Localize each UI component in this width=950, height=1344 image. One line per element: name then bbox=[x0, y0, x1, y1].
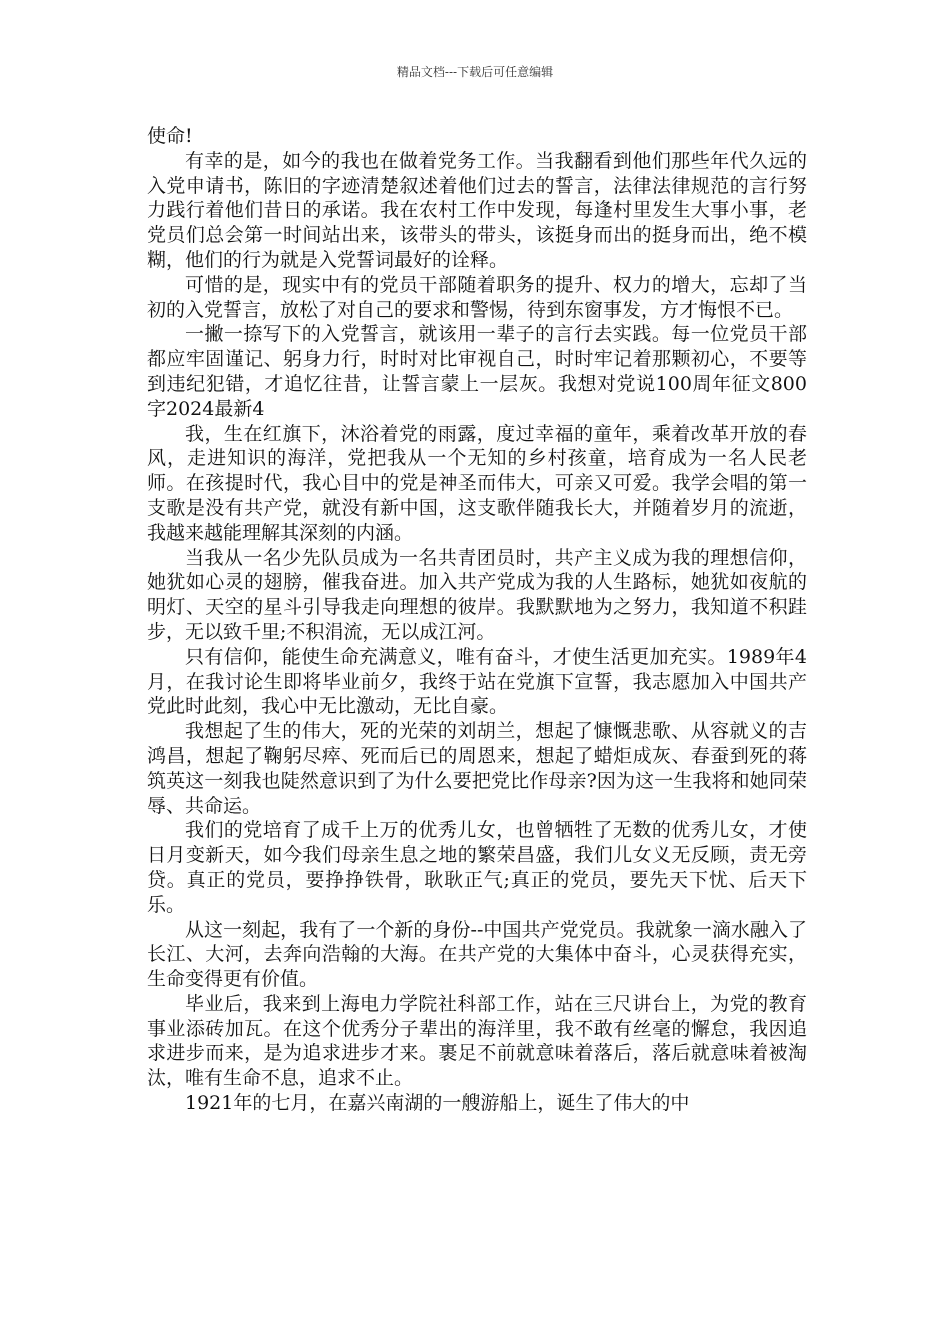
paragraph: 我，生在红旗下，沐浴着党的雨露，度过幸福的童年，乘着改革开放的春风，走进知识的海洋，党把我从一个无知的乡村孩童，培育成为一名人民老师。在孩提时代，我心目中的党是神圣而伟大，可亲又可爱。我学会唱的第一支歌是没有共产党，就没有新中国，这支歌伴随我长大，并随着岁月的流逝，我越来越能理解其深刻的内涵。 bbox=[147, 422, 807, 544]
paragraph: 当我从一名少先队员成为一名共青团员时，共产主义成为我的理想信仰，她犹如心灵的翅膀，催我奋进。加入共产党成为我的人生路标，她犹如夜航的明灯、天空的星斗引导我走向理想的彼岸。我默默地为之努力，我知道不积跬步，无以致千里;不积涓流，无以成江河。 bbox=[147, 546, 807, 643]
paragraph: 1921年的七月，在嘉兴南湖的一艘游船上，诞生了伟大的中 bbox=[185, 1092, 690, 1115]
paragraph: 我们的党培育了成千上万的优秀儿女，也曾牺牲了无数的优秀儿女，才使日月变新天，如今我们母亲生息之地的繁荣昌盛，我们儿女义无反顾，责无旁贷。真正的党员，要挣挣铁骨，耿耿正气;真正的党员，要先天下忧、后天下乐。 bbox=[147, 819, 807, 916]
paragraph: 使命! bbox=[147, 125, 193, 147]
paragraph: 可惜的是，现实中有的党员干部随着职务的提升、权力的增大，忘却了当初的入党誓言，放松了对自己的要求和警惕，待到东窗事发，方才悔恨不已。 bbox=[147, 273, 807, 321]
document-body bbox=[147, 124, 807, 1116]
paragraph: 毕业后，我来到上海电力学院社科部工作，站在三尺讲台上，为党的教育事业添砖加瓦。在这个优秀分子辈出的海洋里，我不敢有丝毫的懈怠，我因追求进步而来，是为追求进步才来。裹足不前就意味着落后，落后就意味着被淘汰，唯有生命不息，追求不止。 bbox=[147, 992, 807, 1090]
paragraph: 只有信仰，能使生命充满意义，唯有奋斗，才使生活更加充实。1989年4月，在我讨论生即将毕业前夕，我终于站在党旗下宣誓，我志愿加入中国共产党此时此刻，我心中无比激动，无比自豪。 bbox=[147, 645, 807, 718]
paragraph: 有幸的是，如今的我也在做着党务工作。当我翻看到他们那些年代久远的入党申请书，陈旧的字迹清楚叙述着他们过去的誓言，法律法律规范的言行努力践行着他们昔日的承诺。我在农村工作中发现，每逢村里发生大事小事，老党员们总会第一时间站出来，该带头的带头，该挺身而出的挺身而出，绝不模糊，他们的行为就是入党誓词最好的诠释。 bbox=[147, 149, 807, 271]
paragraph: 从这一刻起，我有了一个新的身份--中国共产党党员。我就象一滴水融入了长江、大河，去奔向浩翰的大海。在共产党的大集体中奋斗，心灵获得充实，生命变得更有价值。 bbox=[147, 918, 807, 991]
page-header: 精品文档---下载后可任意编辑 bbox=[396, 65, 554, 79]
paragraph: 一撇一捺写下的入党誓言，就该用一辈子的言行去实践。每一位党员干部都应牢固谨记、躬身力行，时时对比审视自己，时时牢记着那颗初心，不要等到违纪犯错，才追忆往昔，让誓言蒙上一层灰。我想对党说100周年征文800字2024最新4 bbox=[147, 323, 807, 420]
paragraph: 我想起了生的伟大，死的光荣的刘胡兰，想起了慷慨悲歌、从容就义的吉鸿昌，想起了鞠躬尽瘁、死而后已的周恩来，想起了蜡炬成灰、春蚕到死的蒋筑英这一刻我也陡然意识到了为什么要把党比作母亲?因为这一生我将和她同荣辱、共命运。 bbox=[147, 720, 807, 817]
